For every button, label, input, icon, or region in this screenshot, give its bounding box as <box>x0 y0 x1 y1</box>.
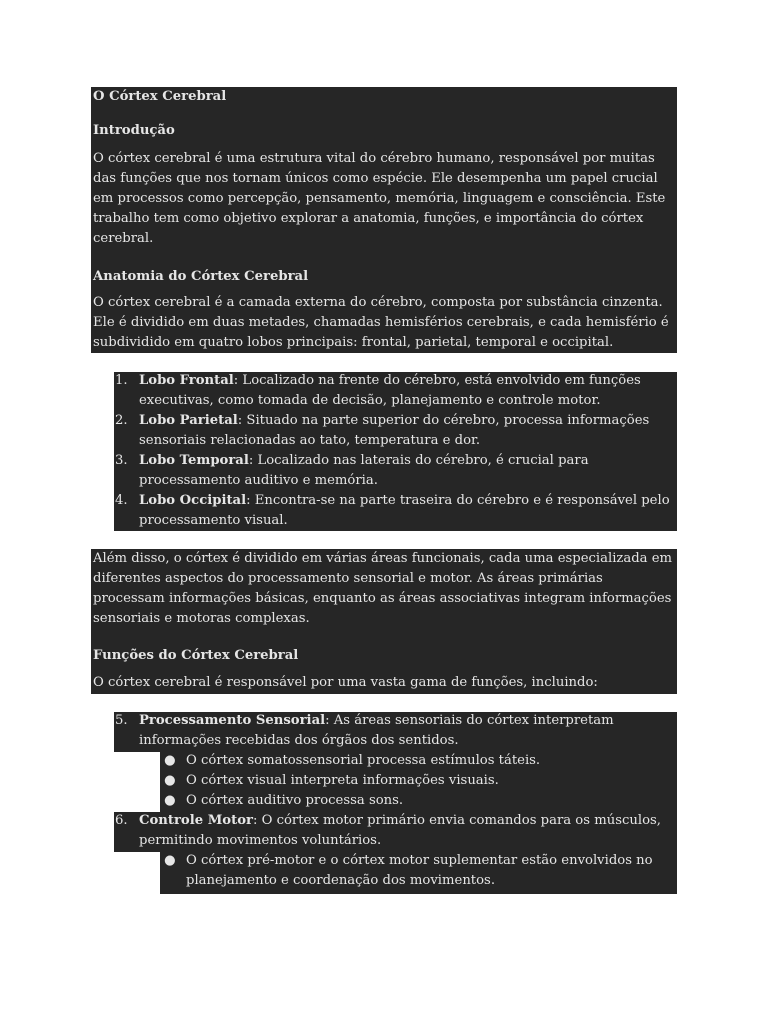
bullet-text: O córtex auditivo processa sons. <box>186 793 404 808</box>
bullet-item <box>160 751 677 771</box>
bullet-item <box>160 771 677 791</box>
functions-paragraph: O córtex cerebral é responsável por uma vasta gama de funções, incluindo: <box>93 675 598 690</box>
sensory-bullets <box>160 751 677 811</box>
lobe-name: Lobo Frontal <box>139 373 234 388</box>
intro-heading: Introdução <box>93 123 175 138</box>
list-item <box>91 451 677 491</box>
bullet-icon: ● <box>164 753 176 768</box>
areas-paragraph: Além disso, o córtex é dividido em várias áreas funcionais, cada uma especializada em diferentes aspectos do processamento sensorial e motor. As áreas primárias processam informações básicas, enquanto as áreas associativas integram informações sensoriais e motoras complexas. <box>93 551 673 626</box>
function-description: : As áreas sensoriais do córtex interpretam informações recebidas dos órgãos dos sentidos. <box>139 713 614 748</box>
list-number: 4. <box>115 493 128 508</box>
function-name: Processamento Sensorial <box>139 713 326 728</box>
bullet-icon: ● <box>164 773 176 788</box>
function-description: : O córtex motor primário envia comandos para os músculos, permitindo movimentos voluntários. <box>139 813 661 848</box>
bullet-icon: ● <box>164 853 176 868</box>
list-number: 6. <box>115 813 128 828</box>
list-item <box>91 411 677 451</box>
intro-paragraph: O córtex cerebral é uma estrutura vital do cérebro humano, responsável por muitas das funções que nos tornam únicos como espécie. Ele desempenha um papel crucial em processos como percepção, pensamento, memória, linguagem e consciência. Este trabalho tem como objetivo explorar a anatomia, funções, e importância do córtex cerebral. <box>93 151 666 246</box>
functions-intro-block <box>91 549 677 694</box>
bullet-text: O córtex somatossensorial processa estímulos táteis. <box>186 753 541 768</box>
document-title: O Córtex Cerebral <box>93 89 227 104</box>
lobe-description: : Localizado nas laterais do cérebro, é crucial para processamento auditivo e memória. <box>139 453 589 488</box>
lobe-name: Lobo Occipital <box>139 493 247 508</box>
function-name: Controle Motor <box>139 813 253 828</box>
list-item <box>91 371 677 411</box>
functions-list-item-group <box>91 711 677 751</box>
list-number: 3. <box>115 453 128 468</box>
lobe-name: Lobo Temporal <box>139 453 249 468</box>
lobe-description: : Localizado na frente do cérebro, está envolvido em funções executivas, como tomada de decisão, planejamento e controle motor. <box>139 373 641 408</box>
bullet-text: O córtex visual interpreta informações visuais. <box>186 773 499 788</box>
bullet-item <box>160 791 677 811</box>
list-number: 2. <box>115 413 128 428</box>
functions-heading: Funções do Córtex Cerebral <box>93 648 299 663</box>
lobe-description: : Encontra-se na parte traseira do cérebro e é responsável pelo processamento visual. <box>139 493 670 528</box>
bullet-text: O córtex pré-motor e o córtex motor suplementar estão envolvidos no planejamento e coordenação dos movimentos. <box>186 853 653 888</box>
functions-list <box>91 711 677 891</box>
anatomy-heading: Anatomia do Córtex Cerebral <box>93 269 309 284</box>
functions-list-item-group <box>91 811 677 851</box>
list-item <box>91 711 677 751</box>
list-item <box>91 811 677 851</box>
bullet-item <box>160 851 677 891</box>
lobe-name: Lobo Parietal <box>139 413 238 428</box>
list-item <box>91 491 677 531</box>
motor-bullets <box>160 851 677 891</box>
intro-block <box>91 87 677 353</box>
bullet-icon: ● <box>164 793 176 808</box>
lobes-list <box>91 371 677 531</box>
lobe-description: : Situado na parte superior do cérebro, processa informações sensoriais relacionadas ao tato, temperatura e dor. <box>139 413 650 448</box>
list-number: 5. <box>115 713 128 728</box>
anatomy-paragraph: O córtex cerebral é a camada externa do cérebro, composta por substância cinzenta. Ele é dividido em duas metades, chamadas hemisférios cerebrais, e cada hemisfério é subdividido em quatro lobos principais: frontal, parietal, temporal e occipital. <box>93 295 669 350</box>
list-number: 1. <box>115 373 128 388</box>
